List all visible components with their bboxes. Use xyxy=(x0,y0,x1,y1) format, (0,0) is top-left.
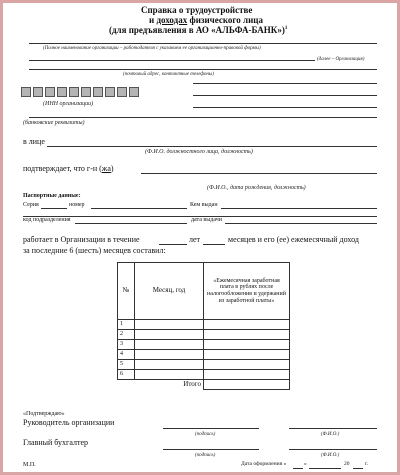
row-num: 2 xyxy=(118,330,135,340)
date-mid: » xyxy=(304,461,307,467)
inn-box-9 xyxy=(117,87,127,97)
in-person-caption: (Ф.И.О. должностного лица, должность) xyxy=(145,149,253,155)
issued-by-label: Кем выдан xyxy=(190,202,218,208)
employment-line-1-b: лет xyxy=(189,235,201,244)
number-line xyxy=(91,208,187,209)
table-header-row xyxy=(118,263,290,320)
date-day-line xyxy=(293,468,303,469)
inn-box-3 xyxy=(45,87,55,97)
issued-by-line xyxy=(221,208,377,209)
table-total-row xyxy=(118,380,290,390)
inn-box-5 xyxy=(69,87,79,97)
year-prefix: 20 xyxy=(344,461,350,467)
year-suffix: г. xyxy=(365,461,369,467)
row-num: 1 xyxy=(118,320,135,330)
row-salary-cell xyxy=(204,340,290,350)
col-num-header: № xyxy=(118,263,135,320)
issue-date-line xyxy=(225,223,377,224)
bank-line-2 xyxy=(193,95,377,96)
total-value-cell xyxy=(204,380,290,390)
in-person-label: в лице xyxy=(23,137,45,146)
bank-caption: (банковские реквизиты) xyxy=(23,120,85,126)
table-row xyxy=(118,340,290,350)
dept-code-value-line xyxy=(75,223,187,224)
inn-label: (ИНН организации) xyxy=(43,101,94,107)
months-line xyxy=(203,244,225,245)
issue-date-label: дата выдачи xyxy=(191,217,222,223)
row-month-cell xyxy=(135,350,204,360)
row-salary-cell xyxy=(204,360,290,370)
accountant-label: Главный бухгалтер xyxy=(23,438,88,447)
org-name-caption: (Полное наименование организации – работодателя с указанием ее организационно-правовой формы) xyxy=(43,46,261,51)
inn-box-7 xyxy=(93,87,103,97)
employment-line-1-c: месяцев и его (ее) ежемесячный доход xyxy=(228,235,359,244)
accountant-signature-line xyxy=(163,449,259,450)
inn-box-8 xyxy=(105,87,115,97)
head-fio-line xyxy=(289,428,377,429)
table-row xyxy=(118,350,290,360)
inn-box-10 xyxy=(129,87,139,97)
series-label: Серия xyxy=(23,202,39,208)
total-empty-cell xyxy=(118,380,135,390)
title-line-1: Справка о трудоустройстве xyxy=(141,5,253,15)
row-salary-cell xyxy=(204,320,290,330)
date-year-line xyxy=(353,468,363,469)
row-month-cell xyxy=(135,340,204,350)
row-num: 3 xyxy=(118,340,135,350)
org-name-line-2 xyxy=(29,60,315,61)
row-num: 5 xyxy=(118,360,135,370)
head-fio-caption: (Ф.И.О.) xyxy=(321,432,340,437)
number-label: номер xyxy=(69,202,85,208)
title-line-3: (для предъявления в АО «АЛЬФА-БАНК»)$^1$ xyxy=(109,25,288,35)
head-signature-caption: (подпись) xyxy=(195,432,216,437)
employment-line-2: за последние 6 (шесть) месяцев составил: xyxy=(23,246,166,255)
org-name-line xyxy=(29,43,377,44)
row-month-cell xyxy=(135,320,204,330)
accountant-fio-line xyxy=(289,449,377,450)
table-row xyxy=(118,320,290,330)
date-month-line xyxy=(309,468,341,469)
total-label: Итого xyxy=(135,380,204,390)
bank-line-4 xyxy=(29,117,377,118)
col-salary-header: «Ежемесячная заработная плата в рублях после налогообложения и удержаний из заработной платы» xyxy=(204,263,290,320)
salary-table xyxy=(117,262,290,390)
employment-line-1-a: работает в Организации в течение xyxy=(23,235,140,244)
row-month-cell xyxy=(135,370,204,380)
address-caption: (почтовый адрес, контактные телефоны) xyxy=(123,72,214,77)
row-num: 6 xyxy=(118,370,135,380)
date-label: Дата оформления « xyxy=(241,461,287,467)
confirms-label: подтверждает, что г-н (жа) xyxy=(23,164,114,173)
accountant-fio-caption: (Ф.И.О.) xyxy=(321,453,340,458)
dept-code-label: код подразделения xyxy=(23,217,71,223)
inn-box-4 xyxy=(57,87,67,97)
address-line xyxy=(29,69,377,70)
row-month-cell xyxy=(135,360,204,370)
inn-box-1 xyxy=(21,87,31,97)
person-caption: (Ф.И.О., дата рождения, должность) xyxy=(207,185,306,191)
org-suffix: (далее – Организация) xyxy=(317,57,365,62)
row-salary-cell xyxy=(204,370,290,380)
passport-heading: Паспортные данные: xyxy=(23,193,81,199)
table-row xyxy=(118,330,290,340)
inn-box-2 xyxy=(33,87,43,97)
person-line xyxy=(141,173,377,174)
series-line xyxy=(41,208,67,209)
title-line-2: и доходах физического лица xyxy=(149,15,263,25)
head-label: Руководитель организации xyxy=(23,418,115,427)
row-month-cell xyxy=(135,330,204,340)
bank-line-1 xyxy=(193,83,377,84)
table-row xyxy=(118,360,290,370)
row-salary-cell xyxy=(204,330,290,340)
certificate-page xyxy=(3,3,397,472)
in-person-line xyxy=(47,146,377,147)
accountant-signature-caption: (подпись) xyxy=(195,453,216,458)
row-num: 4 xyxy=(118,350,135,360)
head-signature-line xyxy=(163,428,259,429)
row-salary-cell xyxy=(204,350,290,360)
bank-line-3 xyxy=(193,107,377,108)
table-row xyxy=(118,370,290,380)
years-line xyxy=(159,244,187,245)
col-month-header: Месяц, год xyxy=(135,263,204,320)
confirm-label: «Подтверждаю» xyxy=(23,411,65,417)
stamp-label: М.П. xyxy=(23,462,36,468)
inn-box-6 xyxy=(81,87,91,97)
